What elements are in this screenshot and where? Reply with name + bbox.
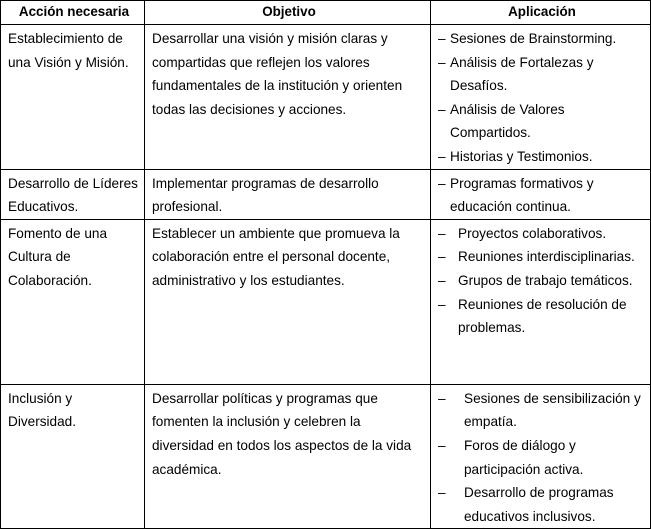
- accion-text: Inclusión y Diversidad.: [8, 390, 76, 430]
- header-objetivo: Objetivo: [145, 1, 431, 25]
- accion-cell: [1, 169, 145, 219]
- dash-marker: –: [438, 296, 446, 312]
- list-item: [438, 145, 646, 169]
- dash-marker: –: [438, 31, 446, 46]
- aplicacion-list: [438, 170, 646, 219]
- list-item: [438, 481, 646, 528]
- header-aplicacion: Aplicación: [431, 1, 651, 25]
- table-row: [1, 169, 651, 219]
- list-item: [438, 98, 646, 145]
- objetivo-cell: [145, 384, 431, 529]
- dash-marker: –: [438, 101, 446, 117]
- objetivo-cell: [145, 25, 431, 170]
- dash-marker: –: [438, 272, 446, 288]
- header-row: [1, 1, 651, 25]
- list-item: [438, 269, 646, 293]
- dash-marker: –: [438, 225, 446, 241]
- list-item: [438, 27, 646, 51]
- header-accion: Acción necesaria: [1, 1, 145, 25]
- list-item-text: Historias y Testimonios.: [450, 148, 593, 164]
- accion-cell: [1, 384, 145, 529]
- list-item: [438, 434, 646, 481]
- objetivo-text: Establecer un ambiente que promueva la colaboración entre el personal docente, administrativo y los estudiantes.: [152, 225, 400, 288]
- list-item-text: Análisis de Fortalezas y Desafíos.: [450, 54, 594, 94]
- table-row: [1, 384, 651, 529]
- accion-text: Establecimiento de una Visión y Misión.: [8, 31, 129, 70]
- table-row: [1, 25, 651, 170]
- dash-marker: –: [438, 437, 446, 453]
- list-item: [438, 293, 646, 340]
- dash-marker: –: [438, 54, 446, 70]
- list-item-text: Proyectos colaborativos.: [458, 225, 607, 241]
- list-item-text: Reuniones de resolución de problemas.: [458, 296, 627, 336]
- aplicacion-list: [438, 25, 646, 169]
- accion-cell: [1, 25, 145, 170]
- list-item: [438, 172, 646, 219]
- list-item: [438, 387, 646, 434]
- dash-marker: –: [438, 249, 446, 265]
- list-item-text: Grupos de trabajo temáticos.: [458, 272, 633, 288]
- list-item: [438, 245, 646, 269]
- dash-marker: –: [438, 148, 446, 164]
- table-row: [1, 219, 651, 384]
- aplicacion-cell: [431, 25, 651, 170]
- accion-text: Desarrollo de Líderes Educativos.: [8, 175, 138, 215]
- list-item-text: Sesiones de Brainstorming.: [450, 31, 617, 46]
- aplicacion-cell: [431, 384, 651, 529]
- list-item: [438, 222, 646, 246]
- list-item-text: Sesiones de sensibilización y empatía.: [464, 390, 641, 430]
- list-item: [438, 51, 646, 98]
- list-item-text: Desarrollo de programas educativos inclusivos.: [464, 485, 614, 524]
- aplicacion-cell: [431, 169, 651, 219]
- list-item-text: Foros de diálogo y participación activa.: [464, 437, 584, 477]
- dash-marker: –: [438, 390, 446, 406]
- aplicacion-list: [438, 220, 646, 340]
- objetivo-cell: [145, 169, 431, 219]
- aplicacion-cell: [431, 219, 651, 384]
- accion-text: Fomento de una Cultura de Colaboración.: [8, 225, 107, 288]
- objetivo-text: Desarrollar una visión y misión claras y compartidas que reflejen los valores fundamentales de la institución y orienten todas las decisiones y acciones.: [152, 31, 403, 117]
- list-item-text: Programas formativos y educación continua.: [450, 175, 594, 215]
- list-item-text: Reuniones interdisciplinarias.: [458, 249, 635, 265]
- objetivo-text: Desarrollar políticas y programas que fomenten la inclusión y celebren la diversidad en todos los aspectos de la vida académica.: [152, 390, 412, 477]
- dash-marker: –: [438, 175, 446, 191]
- accion-cell: [1, 219, 145, 384]
- objetivo-text: Implementar programas de desarrollo profesional.: [152, 175, 379, 215]
- objetivo-cell: [145, 219, 431, 384]
- list-item-text: Análisis de Valores Compartidos.: [450, 101, 565, 141]
- dash-marker: –: [438, 485, 446, 501]
- aplicacion-list: [438, 385, 646, 529]
